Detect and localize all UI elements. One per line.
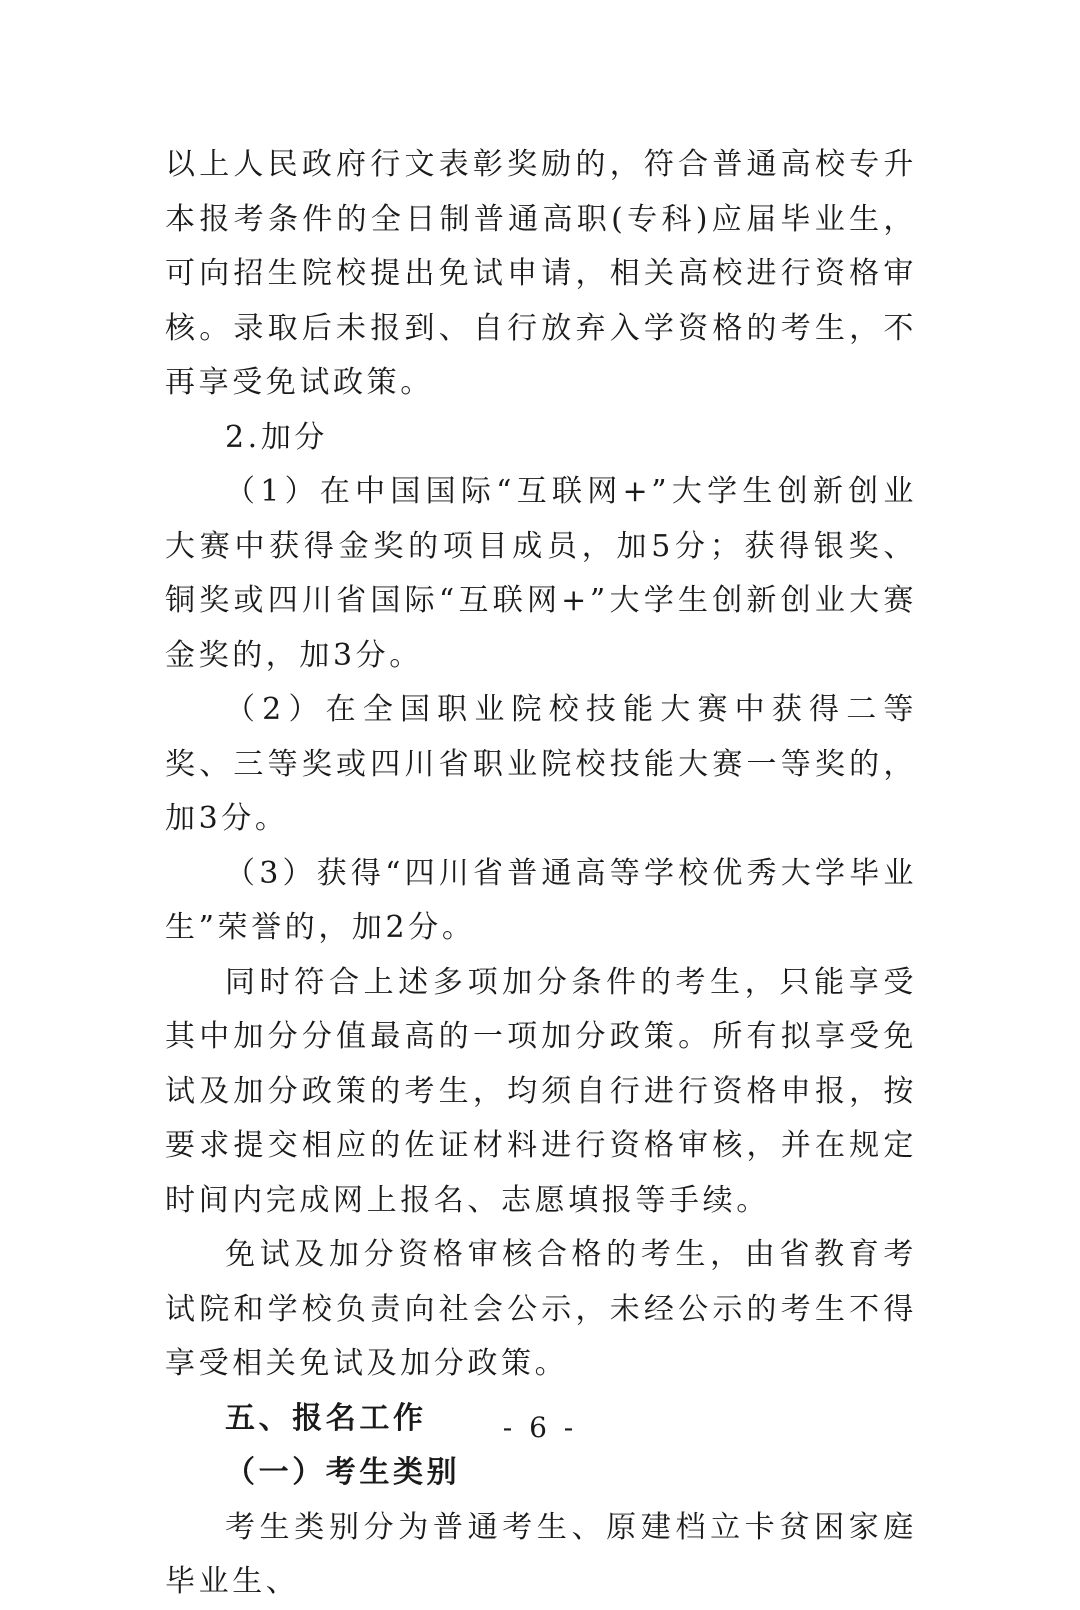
subsection-heading-candidate-category: （一）考生类别 [225,1455,461,1490]
paragraph-bonus-rule: 同时符合上述多项加分条件的考生，只能享受其中加分分值最高的一项加分政策。所有拟享受免试及加分政策的考生，均须自行进行资格申报，按要求提交相应的佐证材料进行资格审核，并在规定时间内完成网上报名、志愿填报等手续。 [165,964,917,1218]
paragraph-bonus-item-3: （3）获得“四川省普通高等学校优秀大学毕业生”荣誉的，加2分。 [165,855,917,945]
section-heading-registration: 五、报名工作 [225,1400,427,1436]
paragraph-bonus-heading: 2.加分 [225,419,329,455]
paragraph-bonus-item-1: （1）在中国国际“互联网+”大学生创新创业大赛中获得金奖的项目成员，加5分；获得银奖、铜奖或四川省国际“互联网+”大学生创新创业大赛金奖的，加3分。 [165,474,917,673]
paragraph-bonus-item-2: （2）在全国职业院校技能大赛中获得二等奖、三等奖或四川省职业院校技能大赛一等奖的，加3分。 [165,692,917,836]
page-number: - 6 - [502,1411,578,1444]
document-body [165,138,917,1610]
paragraph-candidate-category: 考生类别分为普通考生、原建档立卡贫困家庭毕业生、 [165,1509,917,1599]
paragraph-public-notice: 免试及加分资格审核合格的考生，由省教育考试院和学校负责向社会公示，未经公示的考生不得享受相关免试及加分政策。 [165,1237,917,1381]
paragraph-exemption-continued: 以上人民政府行文表彰奖励的，符合普通高校专升本报考条件的全日制普通高职(专科)应届毕业生，可向招生院校提出免试申请，相关高校进行资格审核。录取后未报到、自行放弃入学资格的考生，不再享受免试政策。 [165,147,917,400]
